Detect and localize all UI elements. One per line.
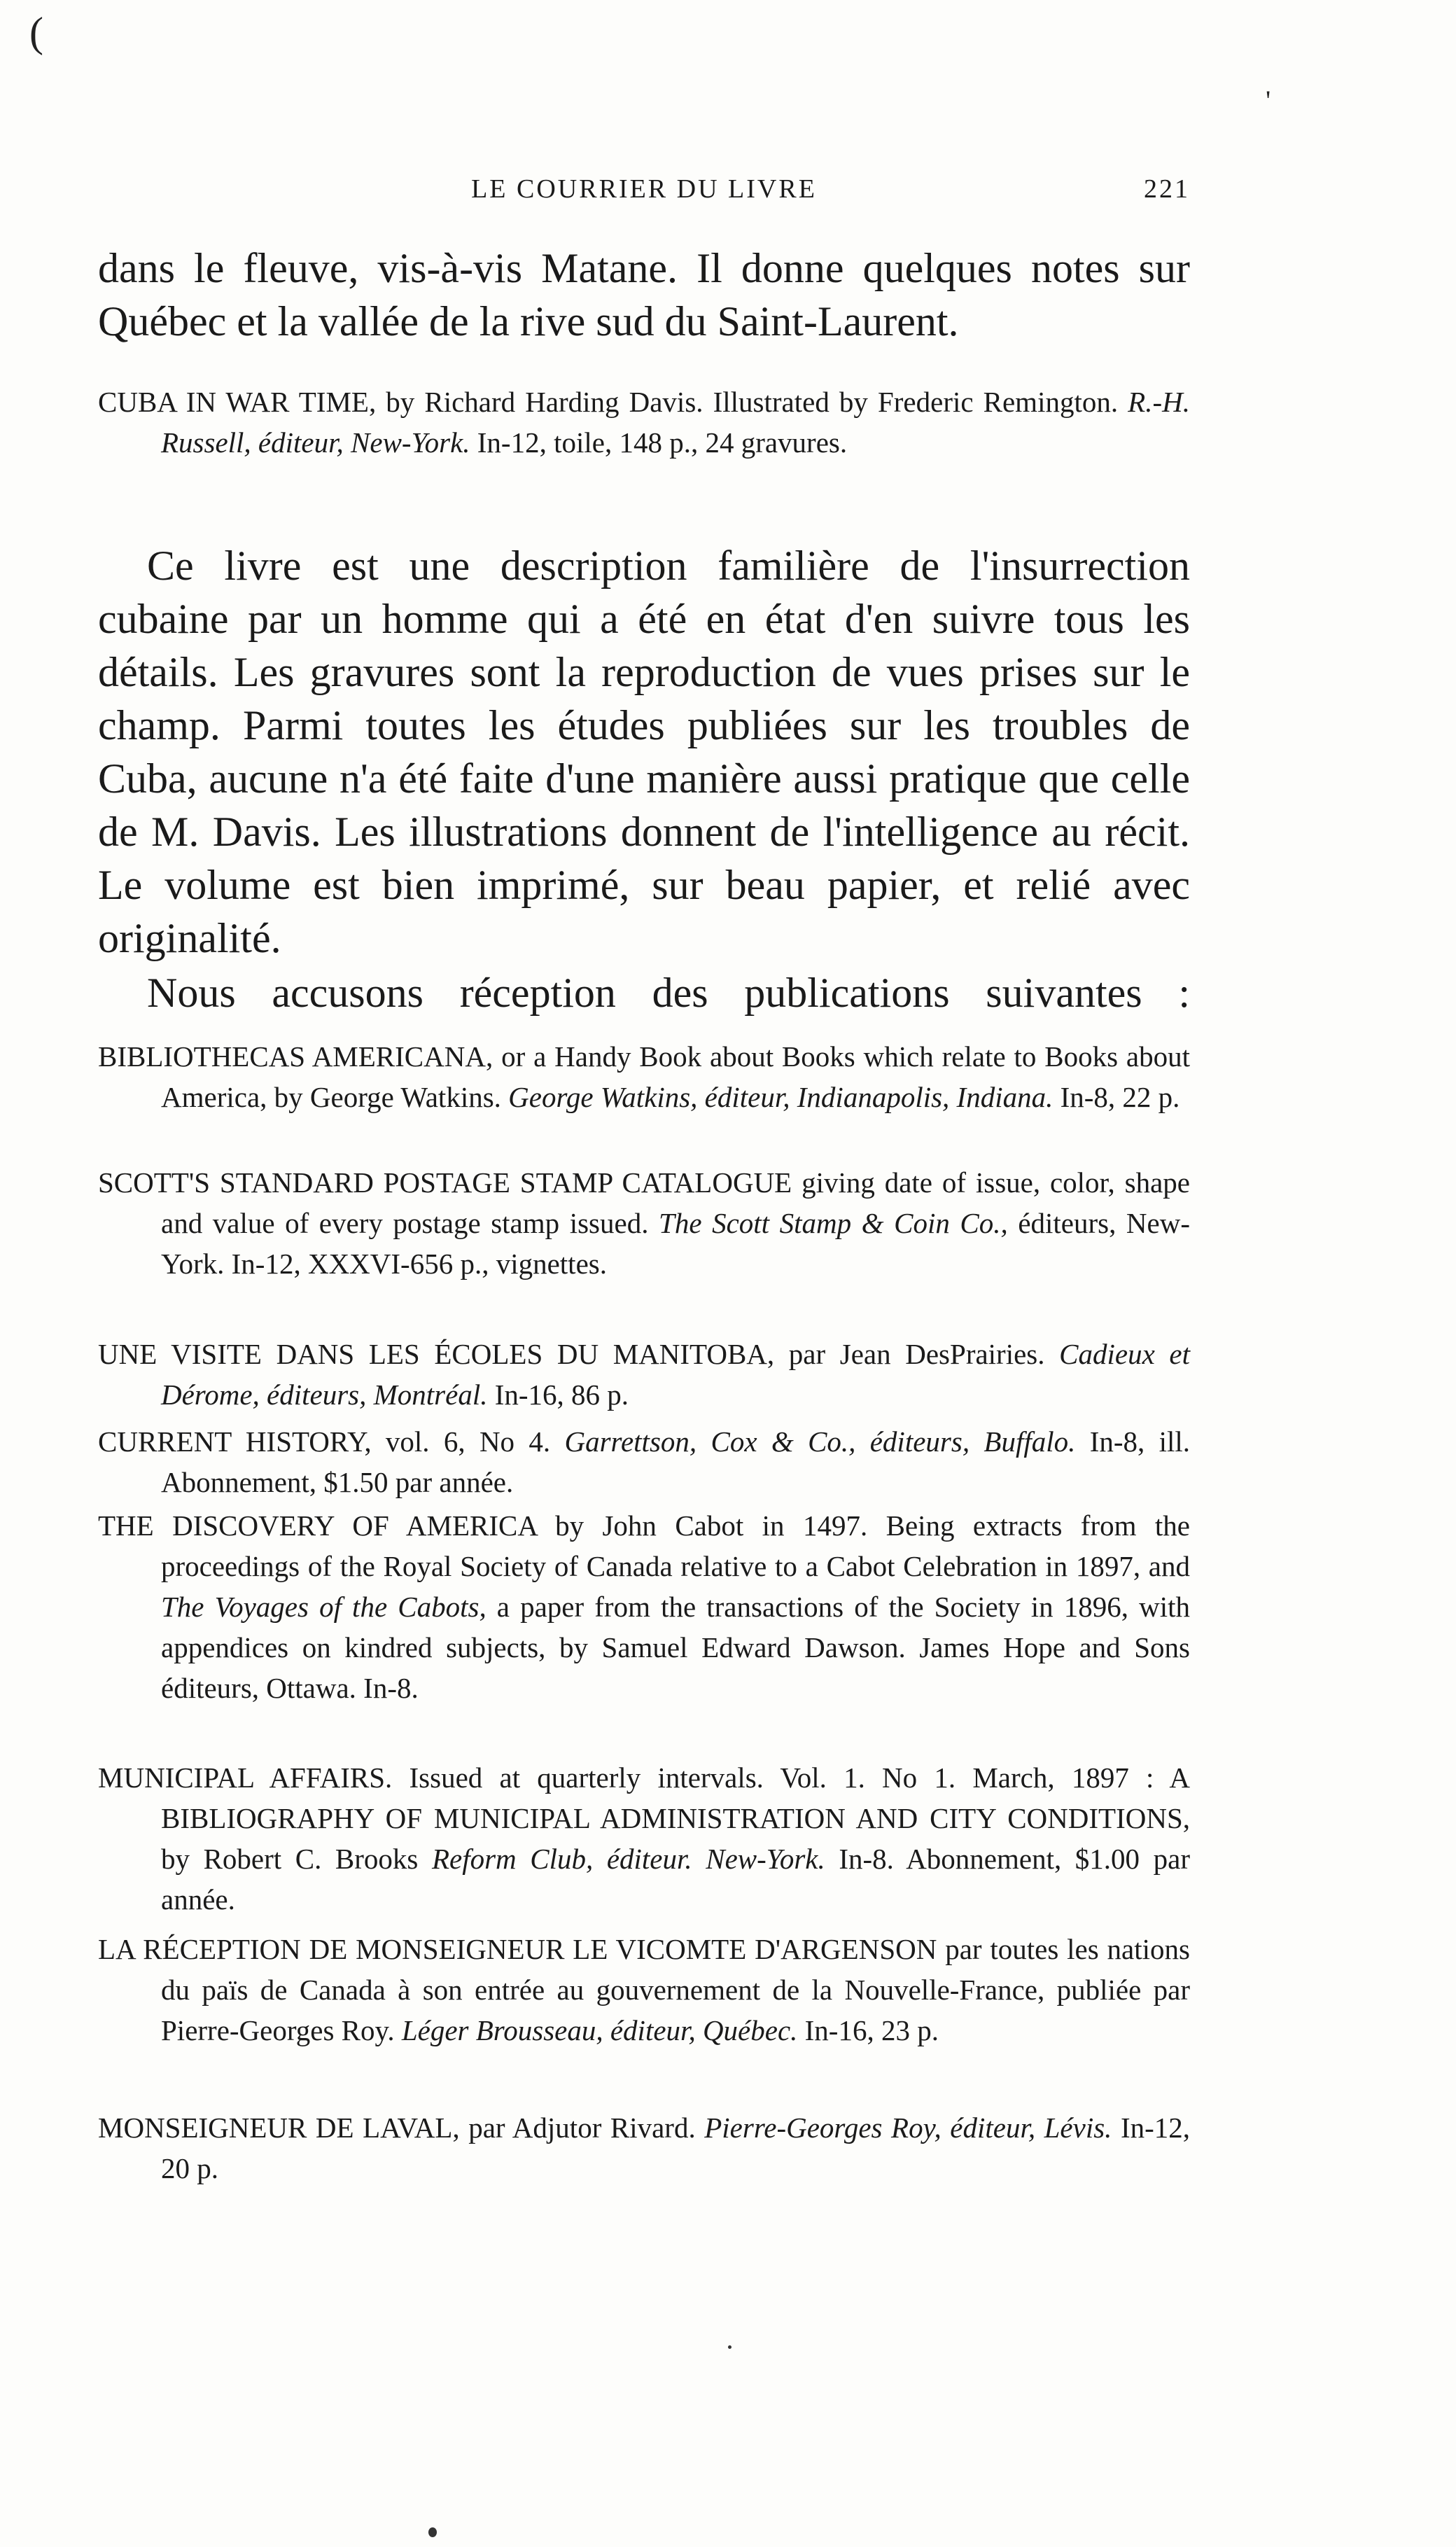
entry-title: MUNICIPAL AFFAIRS. — [98, 1761, 393, 1794]
entry-text: or a Handy Book about Books which relate to Books about America, by George Watkins. — [161, 1040, 1190, 1113]
print-speck — [728, 2345, 732, 2349]
entry-tail: In-12, 20 p. — [161, 2112, 1190, 2184]
entry-publisher: Garrettson, Cox & Co., éditeurs, Buffalo. — [564, 1425, 1076, 1458]
entry-tail: In-16, 23 p. — [797, 2014, 939, 2046]
entry-title: UNE VISITE DANS LES ÉCOLES DU MANITOBA, — [98, 1338, 775, 1370]
entry-title: LA RÉCEPTION DE MONSEIGNEUR LE VICOMTE D'ARGENSON — [98, 1933, 937, 1965]
entry-tail: a paper from the transactions of the Society in 1896, with appendices on kindred subjects, by Samuel Edward Dawson. James Hope and Sons éditeurs, Ottawa. In-8. — [161, 1591, 1190, 1704]
bibliography-entry — [98, 1757, 1190, 1920]
page-number: 221 — [1144, 174, 1190, 204]
bibliography-entry — [98, 1929, 1190, 2051]
entry-publisher: The Scott Stamp & Coin Co., — [659, 1207, 1008, 1239]
received-publications-intro: Nous accusons réception des publications suivantes : — [147, 970, 1190, 1016]
bibliography-entry — [98, 382, 1190, 463]
running-header — [98, 174, 1190, 216]
entry-publisher: Cadieux et Dérome, éditeurs, Montréal. — [161, 1338, 1190, 1411]
bibliography-entry — [98, 1036, 1190, 1117]
entry-text: by John Cabot in 1497. Being extracts from the proceedings of the Royal Society of Canada relative to a Cabot Celebration in 1897, and — [161, 1509, 1190, 1582]
entry-title: CUBA IN WAR TIME, — [98, 386, 377, 418]
review-paragraph: Ce livre est une description familière de l'insurrection cubaine par un homme qui a été en état d'en suivre tous les détails. Les gravures sont la reproduction de vues prises sur le champ. Parmi toutes les études publiées sur les troubles de Cuba, aucune n'a été faite d'une manière aussi pratique que celle de M. Davis. Les illustrations donnent de l'intelligence au récit. Le volume est bien imprimé, sur beau papier, et relié avec originalité. — [98, 543, 1190, 961]
entry-title: THE DISCOVERY OF AMERICA — [98, 1509, 537, 1542]
entry-text: vol. 6, No 4. — [371, 1425, 565, 1458]
entry-tail: In-12, toile, 148 p., 24 gravures. — [470, 426, 848, 459]
entry-publisher: R.-H. Russell, éditeur, New-York. — [161, 386, 1190, 459]
paragraph-continuation: dans le fleuve, vis-à-vis Matane. Il donne quelques notes sur Québec et la vallée de la rive sud du Saint-Laurent. — [98, 245, 1190, 344]
running-title: LE COURRIER DU LIVRE — [471, 174, 817, 204]
bibliography-entry — [98, 1421, 1190, 1502]
entry-title: SCOTT'S STANDARD POSTAGE STAMP CATALOGUE — [98, 1166, 792, 1199]
bibliography-entry — [98, 1505, 1190, 1708]
entry-publisher: Pierre-Georges Roy, éditeur, Lévis. — [704, 2112, 1112, 2144]
margin-tick: ' — [1266, 85, 1271, 116]
entry-text: Issued at quarterly intervals. Vol. 1. No 1. March, 1897 : A BIBLIOGRAPHY OF MUNICIPAL ADMINISTRATION AND CITY CONDITIONS, by Robert C. Brooks — [161, 1761, 1190, 1875]
entry-text: giving date of issue, color, shape and value of every postage stamp issued. — [161, 1166, 1190, 1239]
entry-tail: In-16, 86 p. — [487, 1379, 629, 1411]
entry-publisher: George Watkins, éditeur, Indianapolis, Indiana. — [508, 1081, 1054, 1113]
entry-publisher: Léger Brousseau, éditeur, Québec. — [401, 2014, 798, 2046]
entry-tail: éditeurs, New-York. In-12, XXXVI-656 p., vignettes. — [161, 1207, 1190, 1280]
entry-publisher: Reform Club, éditeur. New-York. — [431, 1843, 825, 1875]
bibliography-entry — [98, 1162, 1190, 1284]
ink-blot — [428, 2527, 437, 2537]
entry-text: par Adjutor Rivard. — [459, 2112, 705, 2144]
entry-tail: In-8, ill. Abonnement, $1.50 par année. — [161, 1425, 1191, 1498]
margin-bracket: ( — [29, 9, 43, 55]
entry-title: BIBLIOTHECAS AMERICANA, — [98, 1040, 493, 1073]
entry-text: by Richard Harding Davis. Illustrated by Frederic Remington. — [376, 386, 1128, 418]
entry-tail: In-8. Abonnement, $1.00 par année. — [161, 1843, 1190, 1916]
entry-title: CURRENT HISTORY, — [98, 1425, 372, 1458]
bibliography-entry — [98, 2107, 1190, 2189]
entry-text: par Jean DesPrairies. — [774, 1338, 1060, 1370]
entry-publisher: The Voyages of the Cabots, — [161, 1591, 486, 1623]
bibliography-entry — [98, 1334, 1190, 1415]
entry-tail: In-8, 22 p. — [1053, 1081, 1180, 1113]
entry-text: par toutes les nations du païs de Canada à son entrée au gouvernement de la Nouvelle-France, publiée par Pierre-Georges Roy. — [161, 1933, 1190, 2046]
entry-title: MONSEIGNEUR DE LAVAL, — [98, 2112, 460, 2144]
